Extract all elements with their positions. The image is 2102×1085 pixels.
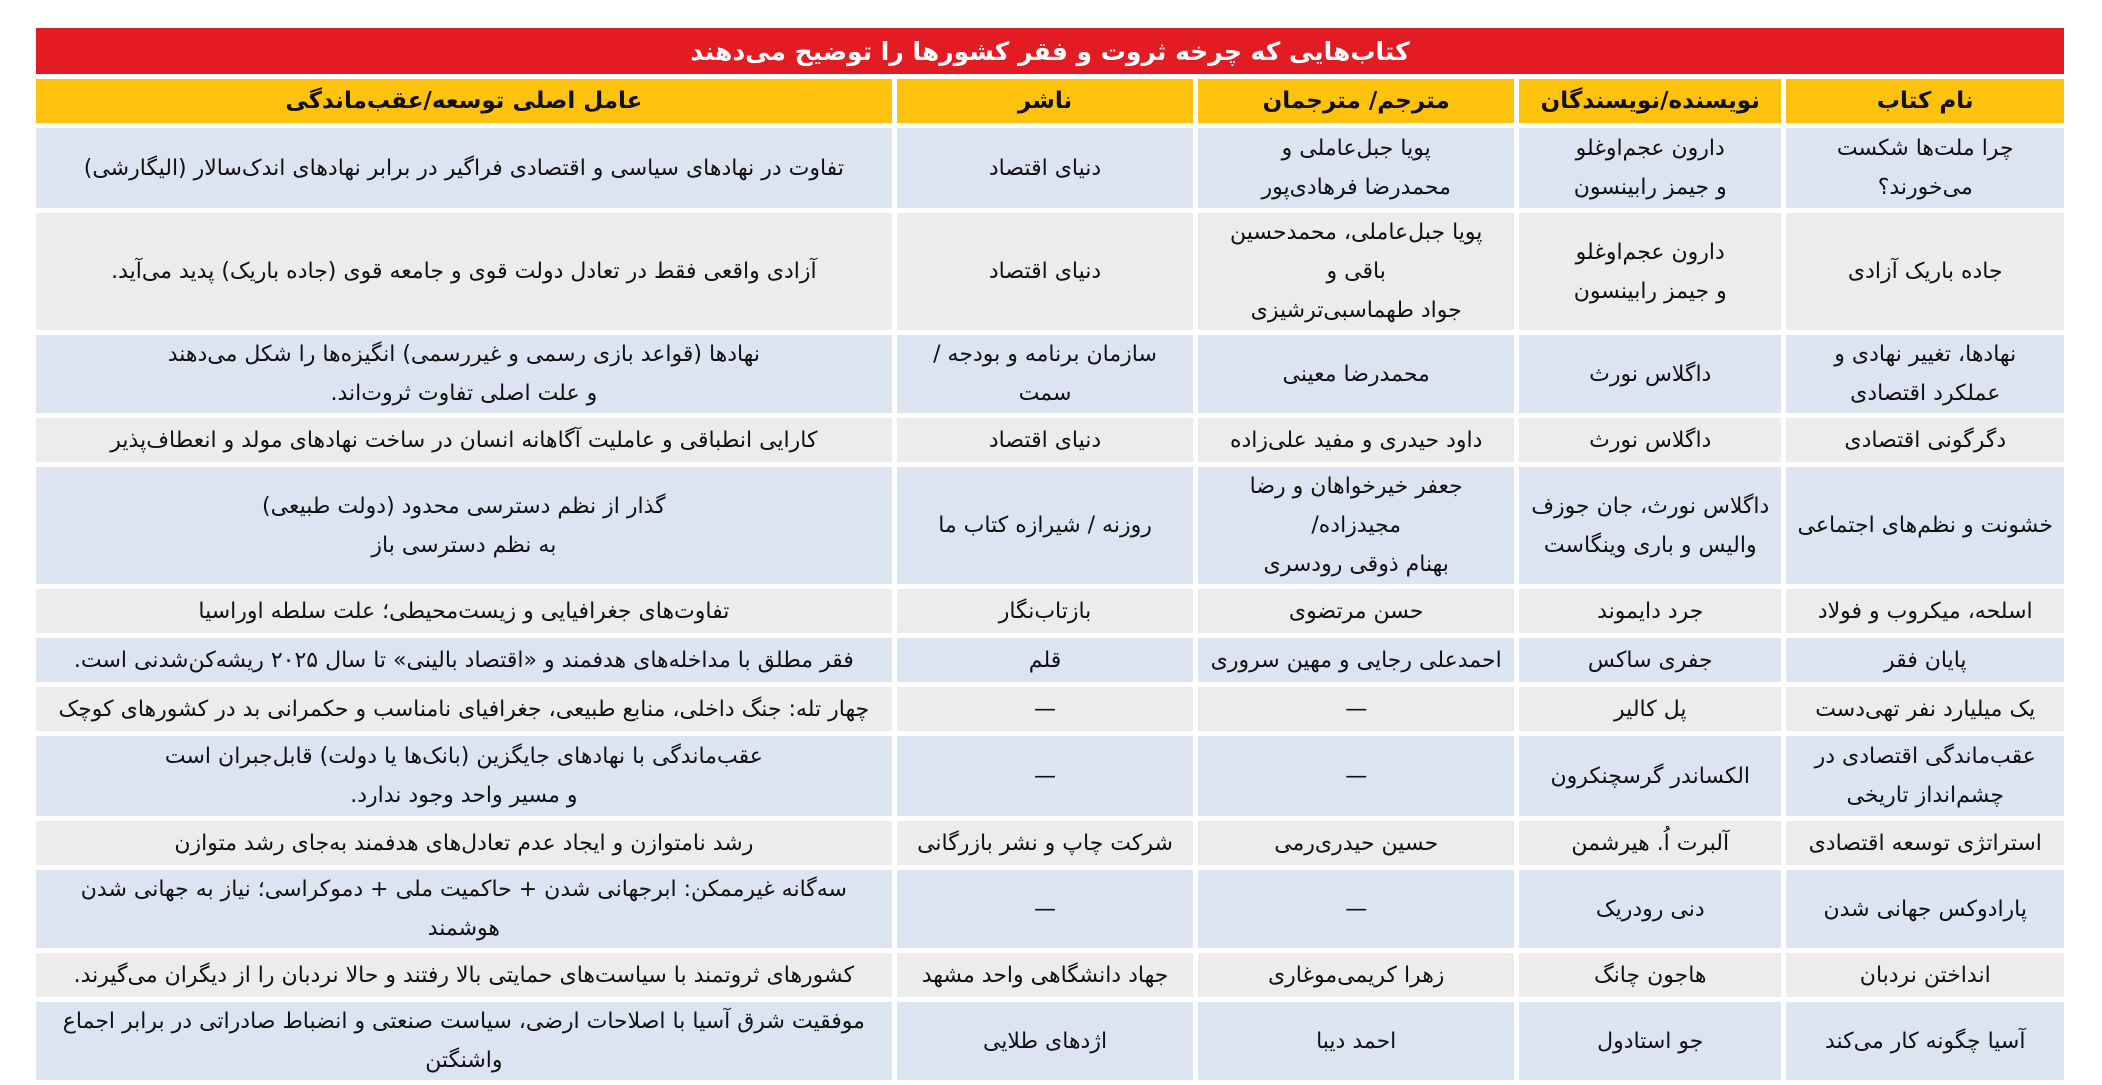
cell-factor: کارایی انطباقی و عاملیت آگاهانه انسان در ساخت نهادهای مولد و انعطاف‌پذیر: [36, 418, 892, 462]
cell-book: نهادها، تغییر نهادی و عملکرد اقتصادی: [1786, 335, 2064, 413]
cell-factor: سه‌گانه غیرممکن: ابرجهانی شدن + حاکمیت ملی + دموکراسی؛ نیاز به جهانی شدن هوشمند: [36, 870, 892, 948]
header-factor: عامل اصلی توسعه/عقب‌ماندگی: [36, 79, 892, 123]
cell-factor: موفقیت شرق آسیا با اصلاحات ارضی، سیاست صنعتی و انضباط صادراتی در برابر اجماع واشنگتن: [36, 1002, 892, 1080]
cell-translator: حسین حیدری‌رمی: [1198, 821, 1514, 865]
cell-author: دارون عجم‌اوغلو و جیمز رابینسون: [1519, 128, 1781, 208]
header-author: نویسنده/نویسندگان: [1519, 79, 1781, 123]
cell-book: پایان فقر: [1786, 638, 2064, 682]
cell-author: داگلاس نورث، جان جوزف والیس و باری وینگاست: [1519, 467, 1781, 584]
cell-factor: گذار از نظم دسترسی محدود (دولت طبیعی) به نظم دسترسی باز: [36, 467, 892, 584]
cell-publisher: —: [897, 687, 1194, 731]
table-row: [36, 213, 2064, 330]
cell-publisher: اژدهای طلایی: [897, 1002, 1194, 1080]
cell-translator: حسن مرتضوی: [1198, 589, 1514, 633]
cell-translator: داود حیدری و مفید علی‌زاده: [1198, 418, 1514, 462]
cell-publisher: جهاد دانشگاهی واحد مشهد: [897, 953, 1194, 997]
cell-book: عقب‌ماندگی اقتصادی در چشم‌انداز تاریخی: [1786, 736, 2064, 816]
cell-book: آسیا چگونه کار می‌کند: [1786, 1002, 2064, 1080]
cell-book: جاده باریک آزادی: [1786, 213, 2064, 330]
cell-author: جفری ساکس: [1519, 638, 1781, 682]
cell-publisher: بازتاب‌نگار: [897, 589, 1194, 633]
cell-author: داگلاس نورث: [1519, 418, 1781, 462]
cell-publisher: دنیای اقتصاد: [897, 418, 1194, 462]
table-row: [36, 467, 2064, 584]
table-row: [36, 128, 2064, 208]
cell-author: جو استادول: [1519, 1002, 1781, 1080]
table-row: [36, 638, 2064, 682]
cell-author: دنی رودریک: [1519, 870, 1781, 948]
cell-book: انداختن نردبان: [1786, 953, 2064, 997]
table-row: [36, 953, 2064, 997]
cell-factor: فقر مطلق با مداخله‌های هدفمند و «اقتصاد بالینی» تا سال ۲۰۲۵ ریشه‌کن‌شدنی است.: [36, 638, 892, 682]
table-title: کتاب‌هایی که چرخه ثروت و فقر کشورها را توضیح می‌دهند: [36, 28, 2064, 74]
cell-author: آلبرت اُ. هیرشمن: [1519, 821, 1781, 865]
cell-author: هاجون چانگ: [1519, 953, 1781, 997]
cell-publisher: سازمان برنامه و بودجه / سمت: [897, 335, 1194, 413]
cell-factor: نهادها (قواعد بازی رسمی و غیررسمی) انگیزه‌ها را شکل می‌دهند و علت اصلی تفاوت ثروت‌اند.: [36, 335, 892, 413]
cell-book: پارادوکس جهانی شدن: [1786, 870, 2064, 948]
cell-factor: آزادی واقعی فقط در تعادل دولت قوی و جامعه قوی (جاده باریک) پدید می‌آید.: [36, 213, 892, 330]
books-table: [31, 74, 2069, 1085]
cell-publisher: قلم: [897, 638, 1194, 682]
cell-factor: تفاوت در نهادهای سیاسی و اقتصادی فراگیر در برابر نهادهای اندک‌سالار (الیگارشی): [36, 128, 892, 208]
header-book: نام کتاب: [1786, 79, 2064, 123]
table-body: [36, 128, 2064, 1080]
cell-author: داگلاس نورث: [1519, 335, 1781, 413]
cell-book: دگرگونی اقتصادی: [1786, 418, 2064, 462]
cell-translator: احمدعلی رجایی و مهین سروری: [1198, 638, 1514, 682]
cell-factor: عقب‌ماندگی با نهادهای جایگزین (بانک‌ها یا دولت) قابل‌جبران است و مسیر واحد وجود ندارد.: [36, 736, 892, 816]
cell-translator: —: [1198, 736, 1514, 816]
table-row: [36, 870, 2064, 948]
cell-publisher: شرکت چاپ و نشر بازرگانی: [897, 821, 1194, 865]
table-row: [36, 418, 2064, 462]
cell-factor: رشد نامتوازن و ایجاد عدم تعادل‌های هدفمند به‌جای رشد متوازن: [36, 821, 892, 865]
table-row: [36, 589, 2064, 633]
cell-translator: احمد دیبا: [1198, 1002, 1514, 1080]
cell-translator: زهرا کریمی‌موغاری: [1198, 953, 1514, 997]
cell-publisher: —: [897, 870, 1194, 948]
header-row: [36, 79, 2064, 123]
cell-publisher: —: [897, 736, 1194, 816]
cell-book: یک میلیارد نفر تهی‌دست: [1786, 687, 2064, 731]
table-row: [36, 335, 2064, 413]
cell-translator: —: [1198, 687, 1514, 731]
cell-book: چرا ملت‌ها شکست می‌خورند؟: [1786, 128, 2064, 208]
header-translator: مترجم/ مترجمان: [1198, 79, 1514, 123]
cell-author: جرد دایموند: [1519, 589, 1781, 633]
cell-book: استراتژی توسعه اقتصادی: [1786, 821, 2064, 865]
table-row: [36, 736, 2064, 816]
cell-author: پل کالیر: [1519, 687, 1781, 731]
cell-publisher: دنیای اقتصاد: [897, 213, 1194, 330]
header-publisher: ناشر: [897, 79, 1194, 123]
cell-publisher: روزنه / شیرازه کتاب ما: [897, 467, 1194, 584]
cell-author: دارون عجم‌اوغلو و جیمز رابینسون: [1519, 213, 1781, 330]
cell-translator: پویا جبل‌عاملی، محمدحسین باقی و جواد طهماسبی‌ترشیزی: [1198, 213, 1514, 330]
cell-book: خشونت و نظم‌های اجتماعی: [1786, 467, 2064, 584]
cell-translator: محمدرضا معینی: [1198, 335, 1514, 413]
cell-publisher: دنیای اقتصاد: [897, 128, 1194, 208]
table-row: [36, 687, 2064, 731]
cell-book: اسلحه، میکروب و فولاد: [1786, 589, 2064, 633]
cell-translator: —: [1198, 870, 1514, 948]
cell-translator: پویا جبل‌عاملی و محمدرضا فرهادی‌پور: [1198, 128, 1514, 208]
cell-translator: جعفر خیرخواهان و رضا مجیدزاده/ بهنام ذوقی رودسری: [1198, 467, 1514, 584]
cell-factor: تفاوت‌های جغرافیایی و زیست‌محیطی؛ علت سلطه اوراسیا: [36, 589, 892, 633]
table-row: [36, 1002, 2064, 1080]
cell-author: الکساندر گرسچنکرون: [1519, 736, 1781, 816]
books-table-container: [36, 28, 2064, 1085]
cell-factor: چهار تله: جنگ داخلی، منابع طبیعی، جغرافیای نامناسب و حکمرانی بد در کشورهای کوچک: [36, 687, 892, 731]
table-row: [36, 821, 2064, 865]
cell-factor: کشورهای ثروتمند با سیاست‌های حمایتی بالا رفتند و حالا نردبان را از دیگران می‌گیرند.: [36, 953, 892, 997]
